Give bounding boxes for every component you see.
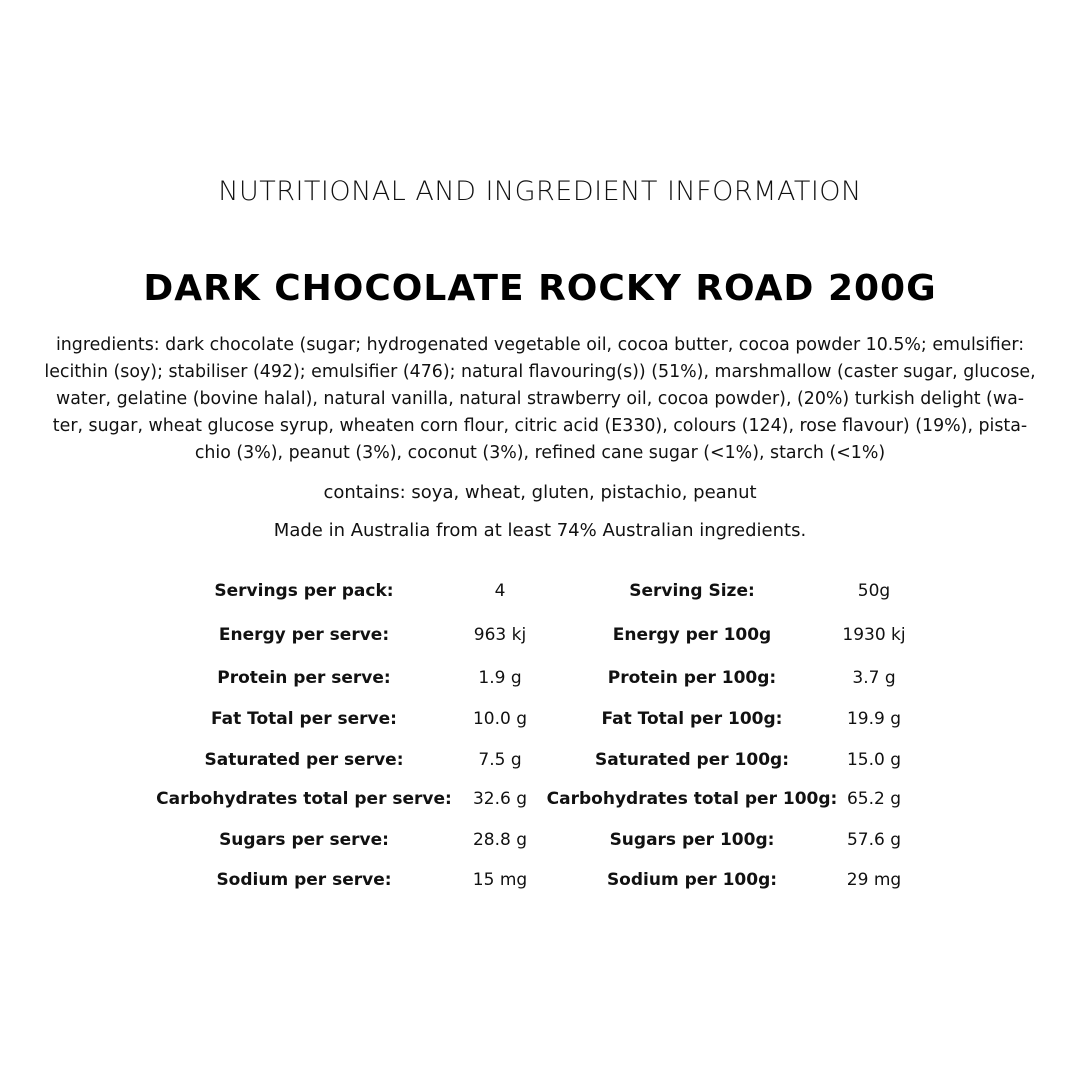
nutrition-row — [0, 709, 1080, 749]
nutrition-row — [0, 870, 1080, 910]
per-100g-label: Carbohydrates total per 100g: — [546, 789, 838, 809]
per-serve-label: Energy per serve: — [218, 625, 390, 645]
per-100g-value: 57.6 g — [846, 830, 902, 850]
per-serve-label: Carbohydrates total per serve: — [156, 789, 452, 809]
per-serve-label: Protein per serve: — [217, 668, 391, 688]
ingredients-line: ingredients: dark chocolate (sugar; hydrogenated vegetable oil, cocoa butter, cocoa powder 10.5%; emulsifier: — [55, 335, 1025, 355]
per-serve-value: 15 mg — [472, 870, 528, 890]
nutrition-row — [0, 789, 1080, 829]
nutrition-row — [0, 625, 1080, 665]
per-100g-value: 65.2 g — [846, 789, 902, 809]
per-serve-value: 7.5 g — [478, 750, 522, 770]
nutrition-row — [0, 830, 1080, 870]
nutrition-row — [0, 581, 1080, 621]
country-of-origin: Made in Australia from at least 74% Australian ingredients. — [273, 520, 807, 541]
ingredients-line: lecithin (soy); stabiliser (492); emulsifier (476); natural flavouring(s)) (51%), marshmallow (caster sugar, glucose, — [44, 362, 1036, 382]
ingredients-line: chio (3%), peanut (3%), coconut (3%), refined cane sugar (<1%), starch (<1%) — [194, 443, 886, 463]
per-100g-value: 29 mg — [846, 870, 902, 890]
per-100g-label: Serving Size: — [629, 581, 755, 601]
per-100g-value: 3.7 g — [852, 668, 896, 688]
page-heading: NUTRITIONAL AND INGREDIENT INFORMATION — [218, 176, 862, 207]
per-serve-value: 32.6 g — [472, 789, 528, 809]
ingredients-text — [40, 332, 1040, 467]
per-100g-value: 15.0 g — [846, 750, 902, 770]
per-serve-value: 10.0 g — [472, 709, 528, 729]
per-100g-value: 19.9 g — [846, 709, 902, 729]
per-serve-value: 1.9 g — [478, 668, 522, 688]
per-serve-value: 28.8 g — [472, 830, 528, 850]
per-100g-label: Energy per 100g — [612, 625, 772, 645]
per-100g-label: Fat Total per 100g: — [601, 709, 783, 729]
per-serve-label: Fat Total per serve: — [211, 709, 397, 729]
per-100g-label: Sugars per 100g: — [609, 830, 775, 850]
allergen-contains: contains: soya, wheat, gluten, pistachio, peanut — [323, 482, 757, 503]
nutrition-row — [0, 750, 1080, 790]
ingredients-line: water, gelatine (bovine halal), natural vanilla, natural strawberry oil, cocoa powder), (20%) turkish delight (wa- — [56, 389, 1024, 409]
per-100g-value: 1930 kj — [842, 625, 906, 645]
per-100g-value: 50g — [857, 581, 891, 601]
per-serve-value: 963 kj — [473, 625, 527, 645]
per-100g-label: Protein per 100g: — [607, 668, 777, 688]
per-100g-label: Saturated per 100g: — [595, 750, 789, 770]
per-serve-label: Sugars per serve: — [219, 830, 389, 850]
per-100g-label: Sodium per 100g: — [606, 870, 778, 890]
product-title: DARK CHOCOLATE ROCKY ROAD 200G — [143, 268, 937, 309]
per-serve-label: Sodium per serve: — [216, 870, 392, 890]
ingredients-line: ter, sugar, wheat glucose syrup, wheaten corn flour, citric acid (E330), colours (124), rose flavour) (19%), pista- — [52, 416, 1028, 436]
nutrition-row — [0, 668, 1080, 708]
per-serve-label: Servings per pack: — [214, 581, 394, 601]
per-serve-label: Saturated per serve: — [204, 750, 404, 770]
per-serve-value: 4 — [494, 581, 506, 601]
